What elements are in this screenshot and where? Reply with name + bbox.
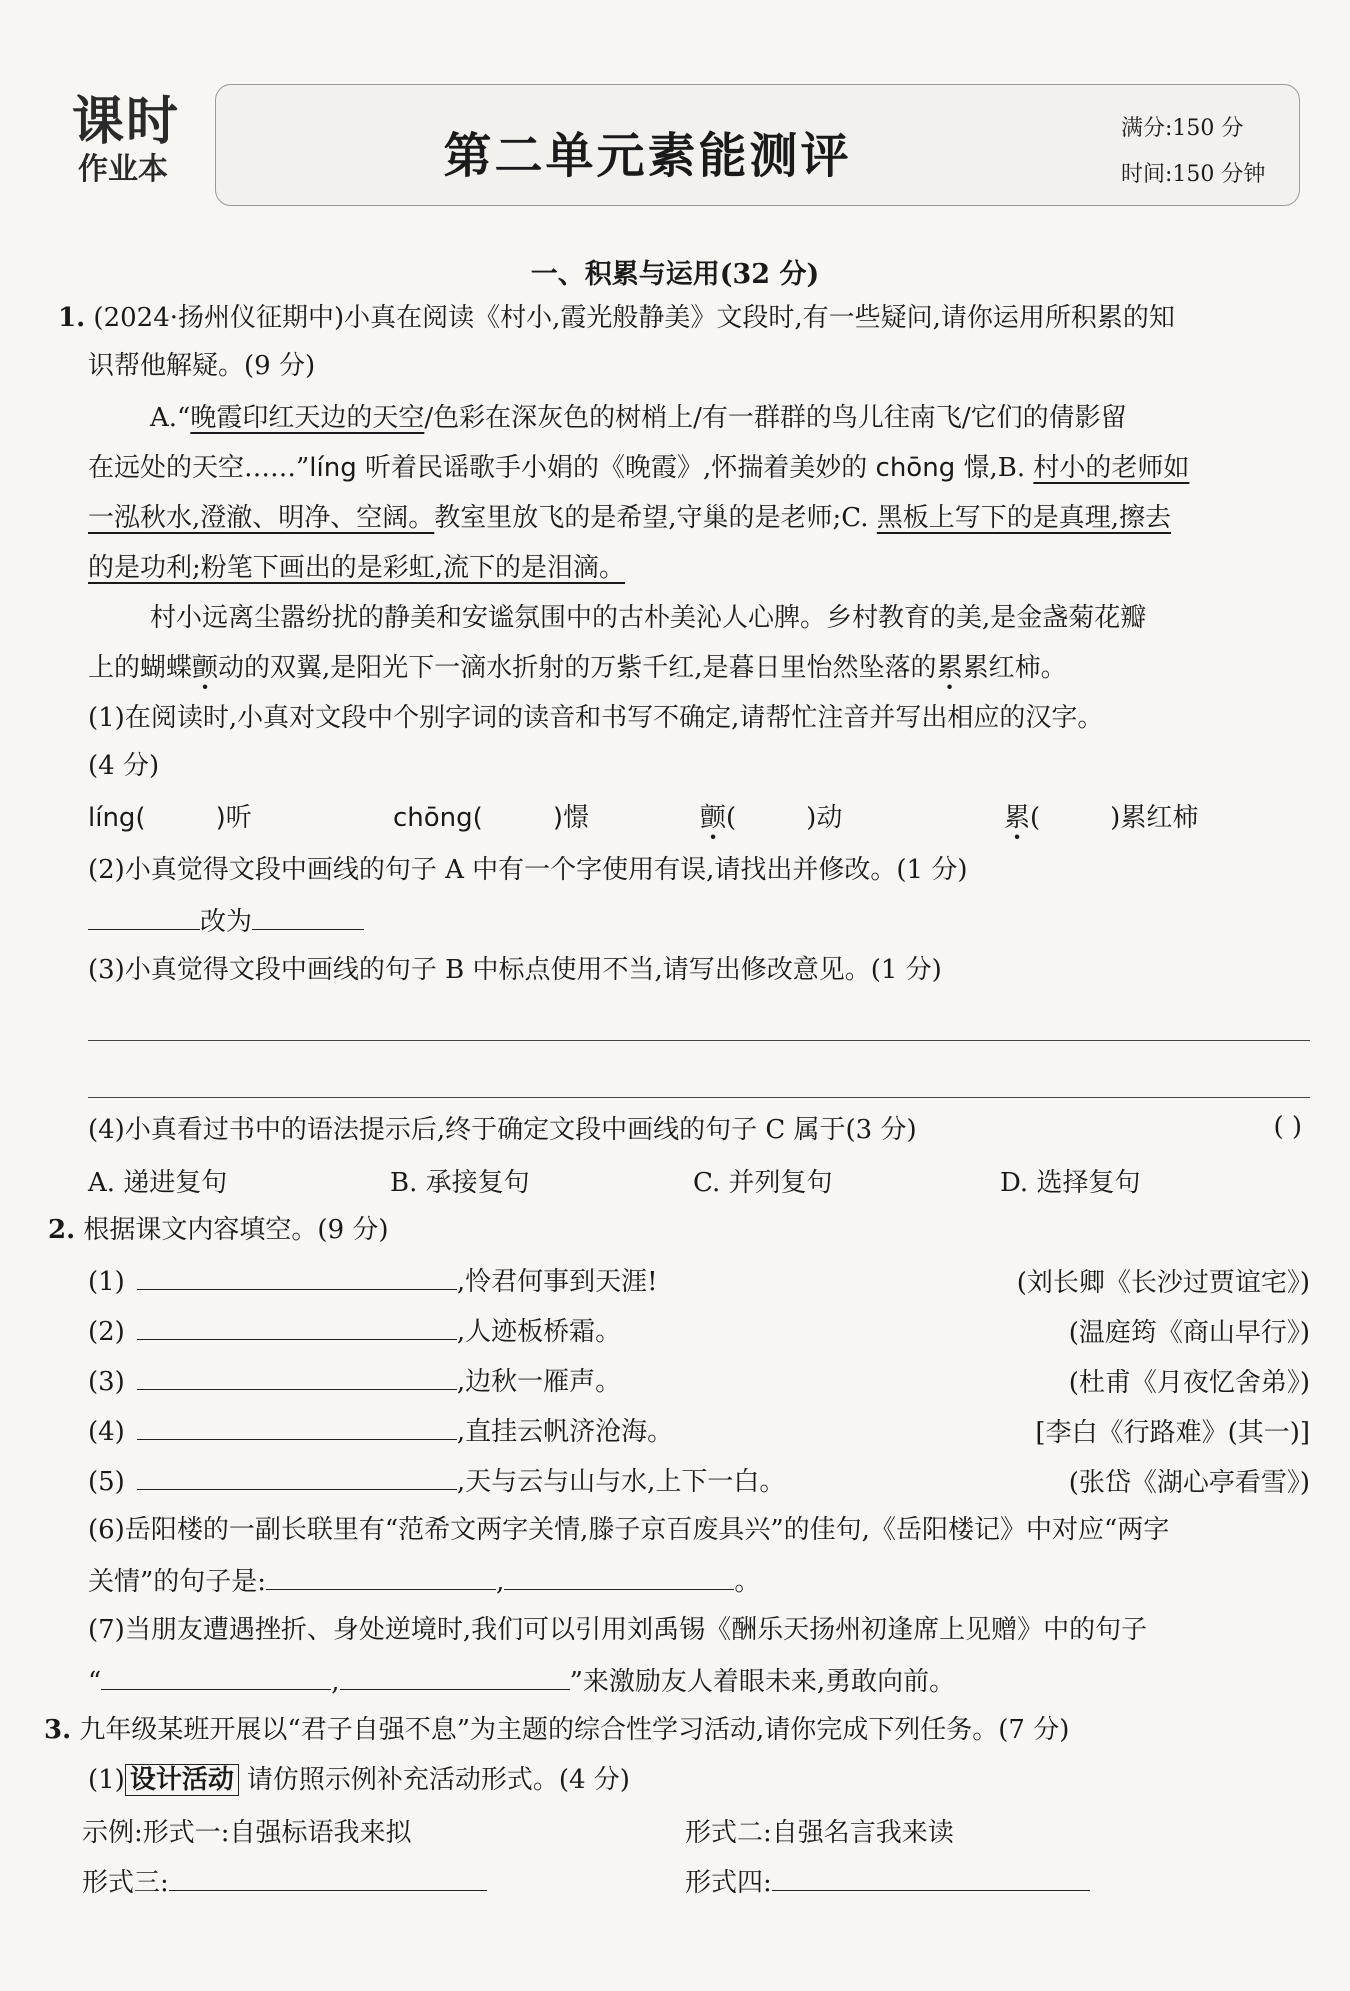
text: 教室里放飞的是希望,守巢的是老师;C. — [434, 503, 877, 533]
underlined-sentence-b: 村小的老师如 — [1033, 453, 1190, 483]
q2-item-6-line1: (6)岳阳楼的一副长联里有“范希文两字关情,滕子京百废具兴”的佳句,《岳阳楼记》中对应“两字 — [88, 1515, 1170, 1545]
underlined-sentence-c: 黑板上写下的是真理,擦去 — [876, 503, 1172, 533]
header-box — [215, 84, 1300, 206]
text: líng( — [88, 803, 146, 833]
q1-sub2: (2)小真觉得文段中画线的句子 A 中有一个字使用有误,请找出并修改。(1 分) — [88, 855, 968, 885]
full-score: 满分:150 分 — [1121, 116, 1244, 141]
fill-ling — [88, 800, 252, 836]
item-number: (3) — [88, 1367, 125, 1397]
answer-blank[interactable] — [137, 1262, 457, 1290]
text: )累红柿 — [1110, 803, 1199, 833]
q3-example-2: 形式二:自强名言我来读 — [685, 1818, 954, 1848]
q3-stem — [44, 1712, 1312, 1748]
q2-item-4-source: [李白《行路难》(其一)] — [1035, 1418, 1310, 1448]
option-d[interactable]: D. 选择复句 — [1000, 1168, 1141, 1198]
text: (1) — [88, 1765, 125, 1795]
q1-passage-line2 — [88, 450, 1312, 486]
text: ( — [1030, 803, 1041, 833]
item-text: ,直挂云帆济沧海。 — [456, 1417, 674, 1447]
item-number: (5) — [88, 1467, 125, 1497]
text: 动的双翼,是阳光下一滴水折射的万紫千红,是暮日里怡然坠落的 — [218, 653, 937, 683]
q2-item-6-line2 — [88, 1562, 1312, 1600]
text: 形式三: — [82, 1868, 169, 1898]
item-number: (2) — [88, 1317, 125, 1347]
q1-sub4: (4)小真看过书中的语法提示后,终于确定文段中画线的句子 C 属于(3 分) — [88, 1115, 917, 1145]
task-tag: 设计活动 — [125, 1764, 239, 1796]
q2-item-3-source: (杜甫《月夜忆舍弟》) — [1068, 1368, 1310, 1398]
page-title: 第二单元素能测评 — [443, 128, 852, 184]
answer-blank[interactable] — [137, 1462, 457, 1490]
underlined-sentence-b-cont: 一泓秋水,澄澈、明净、空阔。 — [88, 503, 435, 533]
answer-blank[interactable] — [169, 1863, 487, 1891]
q2-stem — [48, 1212, 1312, 1248]
q3-stem-text: 九年级某班开展以“君子自强不息”为主题的综合性学习活动,请你完成下列任务。(7 分) — [79, 1715, 1070, 1745]
dotted-char-lei: 累 — [936, 653, 963, 683]
q2-item-1-source: (刘长卿《长沙过贾谊宅》) — [1016, 1268, 1310, 1298]
dotted-char: 颤 — [700, 803, 727, 833]
answer-blank[interactable] — [137, 1312, 457, 1340]
answer-blank[interactable] — [137, 1412, 457, 1440]
text: 听着民谣歌手小娟的《晚霞》,怀揣着美妙的 — [356, 453, 876, 483]
text: )听 — [215, 803, 252, 833]
q3-form-4 — [685, 1862, 1090, 1899]
q1-stem-line2: 识帮他解疑。(9 分) — [88, 351, 316, 381]
q2-number: 2. — [48, 1215, 76, 1245]
fill-chan — [700, 800, 842, 836]
text: 憬,B. — [955, 453, 1034, 483]
fill-lei — [1004, 800, 1198, 836]
section-title: 一、积累与运用(32 分) — [530, 259, 820, 290]
time-limit: 时间:150 分钟 — [1121, 162, 1266, 187]
publisher-logo — [72, 92, 202, 202]
q2-item-5-source: (张岱《湖心亭看雪》) — [1068, 1468, 1310, 1498]
text: chōng( — [393, 803, 483, 833]
text: 形式四: — [685, 1868, 772, 1898]
text: ( — [726, 803, 737, 833]
q2-item-2-source: (温庭筠《商山早行》) — [1068, 1318, 1310, 1348]
text: /色彩在深灰色的树梢上/有一群群的鸟儿往南飞/它们的倩影留 — [424, 403, 1127, 433]
q1-stem-a: (2024·扬州仪征期中)小真在阅读《村小,霞光般静美》文段时,有一些疑问,请你运用所积累的知 — [93, 303, 1175, 333]
text: )动 — [806, 803, 843, 833]
item-text: ,人迹板桥霜。 — [456, 1317, 622, 1347]
answer-blank[interactable] — [252, 902, 364, 930]
text: 。 — [734, 1567, 761, 1597]
answer-blank[interactable] — [772, 1863, 1090, 1891]
text: 上的蝴蝶 — [88, 653, 193, 683]
item-text: ,怜君何事到天涯! — [456, 1267, 658, 1297]
q1-sub1-line2: (4 分) — [88, 751, 160, 781]
text: ”来激励友人着眼未来,勇敢向前。 — [569, 1667, 956, 1697]
text: )憬 — [552, 803, 589, 833]
q1-sub1-line1: (1)在阅读时,小真对文段中个别字词的读音和书写不确定,请帮忙注音并写出相应的汉字。 — [88, 703, 1104, 733]
q1-passage-line3 — [88, 500, 1312, 536]
option-b[interactable]: B. 承接复句 — [390, 1168, 530, 1198]
option-c[interactable]: C. 并列复句 — [693, 1168, 833, 1198]
text: , — [496, 1567, 505, 1597]
item-text: ,天与云与山与水,上下一白。 — [456, 1467, 786, 1497]
text: A.“ — [150, 403, 191, 433]
option-a[interactable]: A. 递进复句 — [88, 1168, 228, 1198]
q1-stem-line1 — [58, 300, 1312, 336]
q1-passage-line1 — [150, 400, 1312, 436]
q1-passage2-line1: 村小远离尘嚣纷扰的静美和安谧氛围中的古朴美沁人心脾。乡村教育的美,是金盏菊花瓣 — [150, 603, 1147, 633]
q2-stem-text: 根据课文内容填空。(9 分) — [83, 1215, 389, 1245]
item-number: (1) — [88, 1267, 125, 1297]
q1-sub4-answer-paren[interactable]: ( ) — [1273, 1112, 1302, 1142]
answer-blank[interactable] — [266, 1562, 496, 1590]
q3-sub1 — [88, 1762, 1312, 1798]
q1-passage2-line2 — [88, 650, 1312, 686]
text: “ — [88, 1667, 102, 1697]
q1-sub3: (3)小真觉得文段中画线的句子 B 中标点使用不当,请写出修改意见。(1 分) — [88, 955, 942, 985]
item-number: (4) — [88, 1417, 125, 1447]
q3-number: 3. — [44, 1715, 72, 1745]
logo-line2: 作业本 — [78, 152, 168, 187]
q2-item-7-line2 — [88, 1662, 1312, 1700]
item-text: ,边秋一雁声。 — [456, 1367, 622, 1397]
pinyin-ling: líng — [309, 453, 357, 483]
q1-passage-line4 — [88, 550, 1312, 586]
q1-number: 1. — [58, 303, 86, 333]
underlined-sentence-c-cont: 的是功利;粉笔下画出的是彩虹,流下的是泪滴。 — [88, 553, 626, 583]
text: 改为 — [200, 907, 253, 937]
q3-form-3 — [82, 1862, 487, 1899]
text: 请仿照示例补充活动形式。(4 分) — [246, 1765, 630, 1795]
q1-sub2-answer — [88, 902, 1312, 940]
fill-chong — [393, 800, 589, 836]
q2-item-7-line1: (7)当朋友遭遇挫折、身处逆境时,我们可以引用刘禹锡《酬乐天扬州初逢席上见赠》中的句子 — [88, 1615, 1148, 1645]
dotted-char-chan: 颤 — [192, 653, 219, 683]
text: 累红柿。 — [962, 653, 1067, 683]
text: 在远处的天空……” — [88, 453, 310, 483]
logo-line1: 课时 — [72, 92, 181, 152]
answer-line[interactable] — [88, 1097, 1310, 1098]
answer-blank[interactable] — [504, 1562, 734, 1590]
text: , — [331, 1667, 340, 1697]
pinyin-chong: chōng — [875, 453, 956, 483]
answer-blank[interactable] — [101, 1662, 331, 1690]
answer-blank[interactable] — [340, 1662, 570, 1690]
text: 关情”的句子是: — [88, 1567, 267, 1597]
answer-line[interactable] — [88, 1040, 1310, 1041]
answer-blank[interactable] — [88, 902, 200, 930]
q3-example-1: 示例:形式一:自强标语我来拟 — [82, 1818, 412, 1848]
answer-blank[interactable] — [137, 1362, 457, 1390]
dotted-char: 累 — [1004, 803, 1031, 833]
underlined-sentence-a: 晚霞印红天边的天空 — [190, 403, 425, 433]
